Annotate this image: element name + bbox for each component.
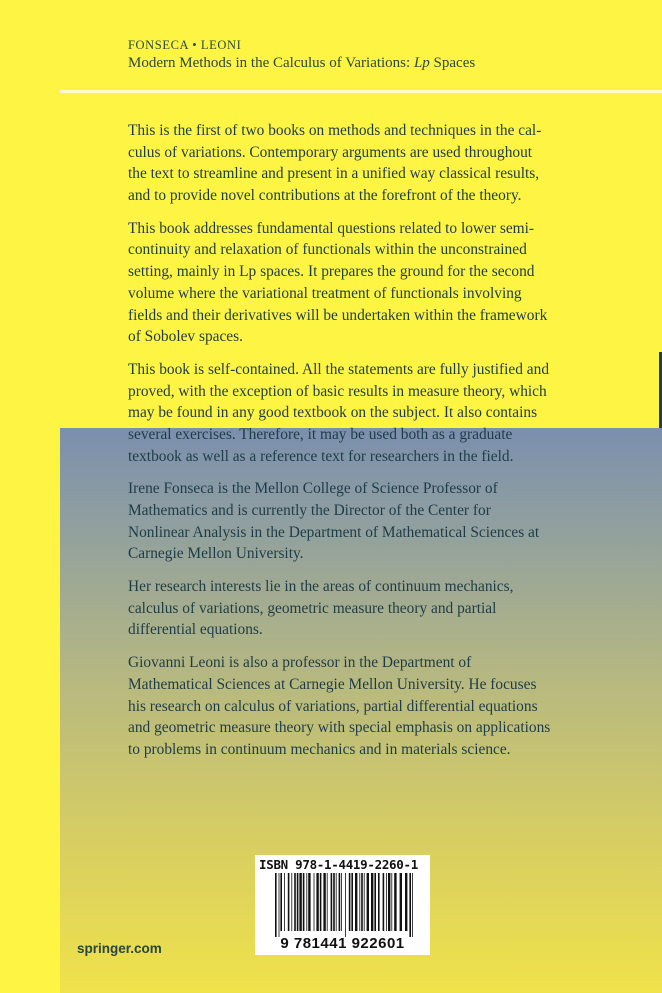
barcode-bar bbox=[323, 873, 325, 931]
barcode-bar bbox=[280, 873, 282, 931]
paragraph bbox=[128, 359, 568, 467]
ean-number: 9 781441 922601 bbox=[280, 935, 405, 952]
barcode-bar bbox=[391, 873, 392, 931]
barcode-bar bbox=[314, 873, 315, 931]
barcode-bar bbox=[367, 873, 369, 931]
text-line: and geometric measure theory with special emphasis on applications bbox=[128, 719, 551, 737]
website-link[interactable]: springer.com bbox=[77, 941, 162, 956]
text-line: the text to streamline and present in a unified way classical results, bbox=[128, 165, 540, 183]
text-line: may be found in any good textbook on the subject. It also contains bbox=[128, 404, 538, 422]
barcode-bar bbox=[400, 873, 402, 931]
paragraph bbox=[128, 652, 568, 760]
barcode-bar bbox=[279, 873, 280, 937]
text-line: This is the first of two books on methods and techniques in the cal- bbox=[128, 122, 542, 139]
paragraph bbox=[128, 120, 568, 207]
text-line: culus of variations. Contemporary arguments are used throughout bbox=[128, 143, 533, 161]
barcode-bar bbox=[409, 873, 411, 937]
text-line: setting, mainly in Lp spaces. It prepares the ground for the second bbox=[128, 263, 535, 281]
barcode-bar bbox=[327, 873, 328, 931]
text-line: Nonlinear Analysis in the Department of Mathematical Sciences at bbox=[128, 523, 540, 541]
barcode-bar bbox=[288, 873, 290, 931]
isbn-label: ISBN 978-1-4419-2260-1 bbox=[259, 857, 418, 872]
barcode-bar bbox=[349, 873, 351, 931]
title-end: Spaces bbox=[429, 55, 476, 71]
text-line: Mathematical Sciences at Carnegie Mellon University. He focuses bbox=[128, 675, 537, 693]
text-line: Carnegie Mellon University. bbox=[128, 545, 304, 563]
barcode-bar bbox=[364, 873, 365, 931]
barcode-bar bbox=[355, 873, 357, 931]
barcode-bar bbox=[331, 873, 333, 931]
title-text: Modern Methods in the Calculus of Variations: bbox=[128, 55, 414, 71]
barcode-bar bbox=[306, 873, 307, 931]
text-line: Mathematics and is currently the Director of the Center for bbox=[128, 502, 491, 519]
paragraph bbox=[128, 576, 568, 641]
barcode-bar bbox=[275, 873, 277, 937]
barcode-bar bbox=[303, 873, 305, 931]
barcode-bar bbox=[345, 873, 346, 937]
barcode-bar bbox=[361, 873, 363, 931]
text-line: of Sobolev spaces. bbox=[128, 328, 243, 346]
barcode-bar bbox=[359, 873, 360, 931]
barcode-bars bbox=[275, 873, 415, 937]
barcode-bar bbox=[297, 873, 299, 931]
barcode-bar bbox=[336, 873, 337, 931]
barcode-bar bbox=[316, 873, 318, 931]
text-line: Giovanni Leoni is also a professor in the Department of bbox=[128, 654, 472, 672]
text-line: to problems in continuum mechanics and in materials science. bbox=[128, 740, 511, 758]
text-line: Her research interests lie in the areas of continuum mechanics, bbox=[128, 578, 514, 596]
text-line: Irene Fonseca is the Mellon College of Science Professor of bbox=[128, 480, 498, 498]
authors: FONSECA • LEONI bbox=[128, 38, 242, 52]
barcode-bar bbox=[341, 873, 342, 931]
barcode-bar bbox=[339, 873, 341, 931]
barcode-bar bbox=[308, 873, 310, 931]
barcode-bar bbox=[394, 873, 396, 931]
title-italic: Lp bbox=[413, 55, 430, 71]
paragraph bbox=[128, 218, 568, 348]
divider bbox=[60, 90, 662, 93]
barcode-bar bbox=[284, 873, 285, 931]
barcode-bar bbox=[333, 873, 335, 931]
barcode-bar bbox=[299, 873, 301, 931]
barcode-bar bbox=[291, 873, 292, 931]
barcode-bar bbox=[405, 873, 407, 931]
text-line: calculus of variations, geometric measure theory and partial bbox=[128, 599, 497, 617]
cover-header bbox=[128, 37, 475, 73]
text-line: textbook as well as a reference text for researchers in the field. bbox=[128, 447, 514, 465]
text-line: and to provide novel contributions at the forefront of the theory. bbox=[128, 187, 522, 205]
barcode-bar bbox=[351, 873, 353, 931]
text-line: This book is self-contained. All the statements are fully justified and bbox=[128, 360, 550, 378]
barcode bbox=[255, 855, 430, 955]
text-line: continuity and relaxation of functionals within the unconstrained bbox=[128, 241, 527, 259]
barcode-bar bbox=[412, 873, 413, 937]
text-line: This book addresses fundamental questions related to lower semi- bbox=[128, 219, 535, 237]
paragraph bbox=[128, 478, 568, 565]
barcode-bar bbox=[374, 873, 376, 931]
text-line: his research on calculus of variations, partial differential equations bbox=[128, 697, 538, 715]
barcode-bar bbox=[294, 873, 296, 931]
barcode-bar bbox=[378, 873, 380, 931]
blurb bbox=[128, 120, 568, 772]
text-line: fields and their derivatives will be undertaken within the framework bbox=[128, 306, 548, 324]
book-title bbox=[128, 53, 475, 73]
text-line: volume where the variational treatment of functionals involving bbox=[128, 284, 522, 302]
text-line: proved, with the exception of basic results in measure theory, which bbox=[128, 382, 547, 400]
barcode-bar bbox=[320, 873, 322, 931]
barcode-bar bbox=[388, 873, 390, 931]
barcode-bar bbox=[383, 873, 385, 931]
barcode-bar bbox=[371, 873, 373, 931]
barcode-bar bbox=[386, 873, 387, 931]
text-line: differential equations. bbox=[128, 621, 263, 639]
text-line: several exercises. Therefore, it may be used both as a graduate bbox=[128, 425, 513, 443]
